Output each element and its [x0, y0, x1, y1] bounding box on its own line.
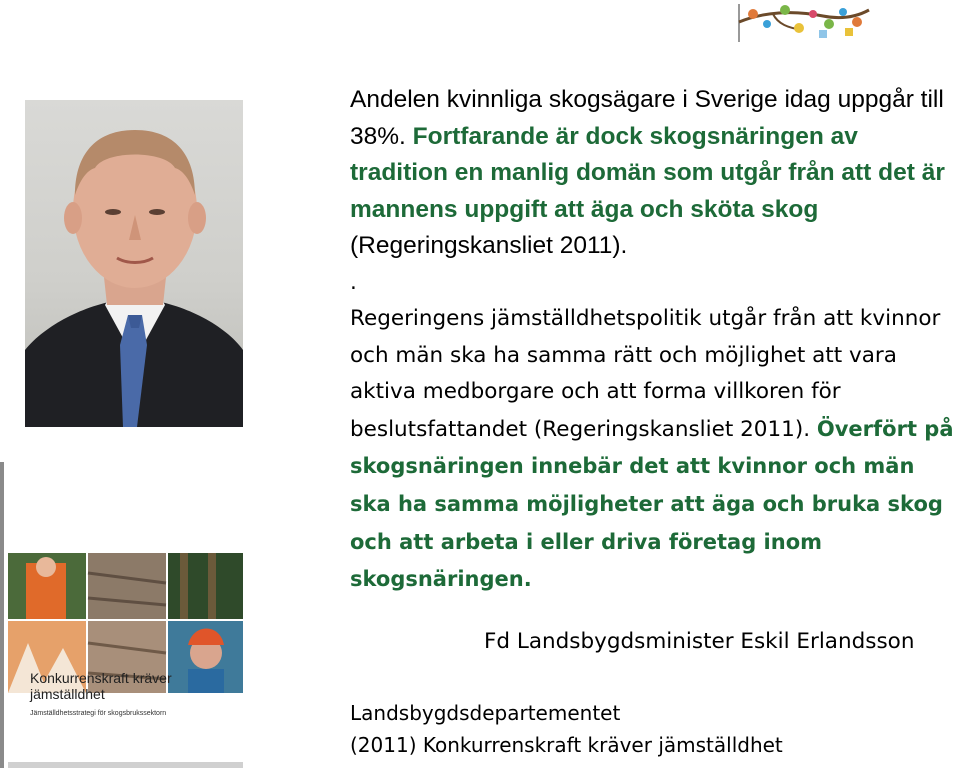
reference-line1: Landsbygdsdepartementet: [350, 701, 621, 725]
tree-branch-logo: [733, 2, 873, 44]
paragraph2-plain: Regeringens jämställdhetspolitik utgår från att kvinnor och män ska ha samma rätt och möjlighet att vara aktiva medborgare och att forma villkoren för beslutsfattandet (Regeringskansliet 2011).: [350, 306, 941, 442]
portrait-photo: [25, 100, 243, 427]
paragraph1-citation: (Regeringskansliet 2011).: [350, 232, 628, 259]
paragraph1-emphasis: Fortfarande är dock skogsnäringen av tradition en manlig domän som utgår från att det är mannens uppgift att äga och sköta skog: [350, 122, 945, 223]
cover-footer-bar: [8, 762, 243, 768]
reference-line2: (2011) Konkurrenskraft kräver jämställdhet: [350, 733, 783, 757]
source-reference: [350, 697, 783, 761]
paragraph1-plain: Andelen kvinnliga skogsägare i Sverige idag uppgår till 38%.: [350, 86, 944, 150]
paragraph2-emphasis: Överfört på skogsnäringen innebär det att kvinnor och män ska ha samma möjligheter att äga och bruka skog och att arbeta i eller driva företag inom skogsnäringen.: [350, 416, 954, 592]
cover-title: [30, 670, 240, 702]
paragraph-policy: [350, 301, 960, 599]
main-text: [350, 82, 960, 599]
separator-dot: .: [350, 269, 357, 295]
quote-attribution: Fd Landsbygdsminister Eskil Erlandsson: [484, 629, 915, 654]
cover-subtitle: Jämställdhetsstrategi för skogsbrukssektorn: [30, 710, 167, 717]
paragraph-ownership: [350, 82, 960, 265]
cover-title-line2: jämställdhet: [30, 686, 105, 702]
report-cover: [0, 462, 243, 768]
cover-title-line1: Konkurrenskraft kräver: [30, 670, 172, 686]
